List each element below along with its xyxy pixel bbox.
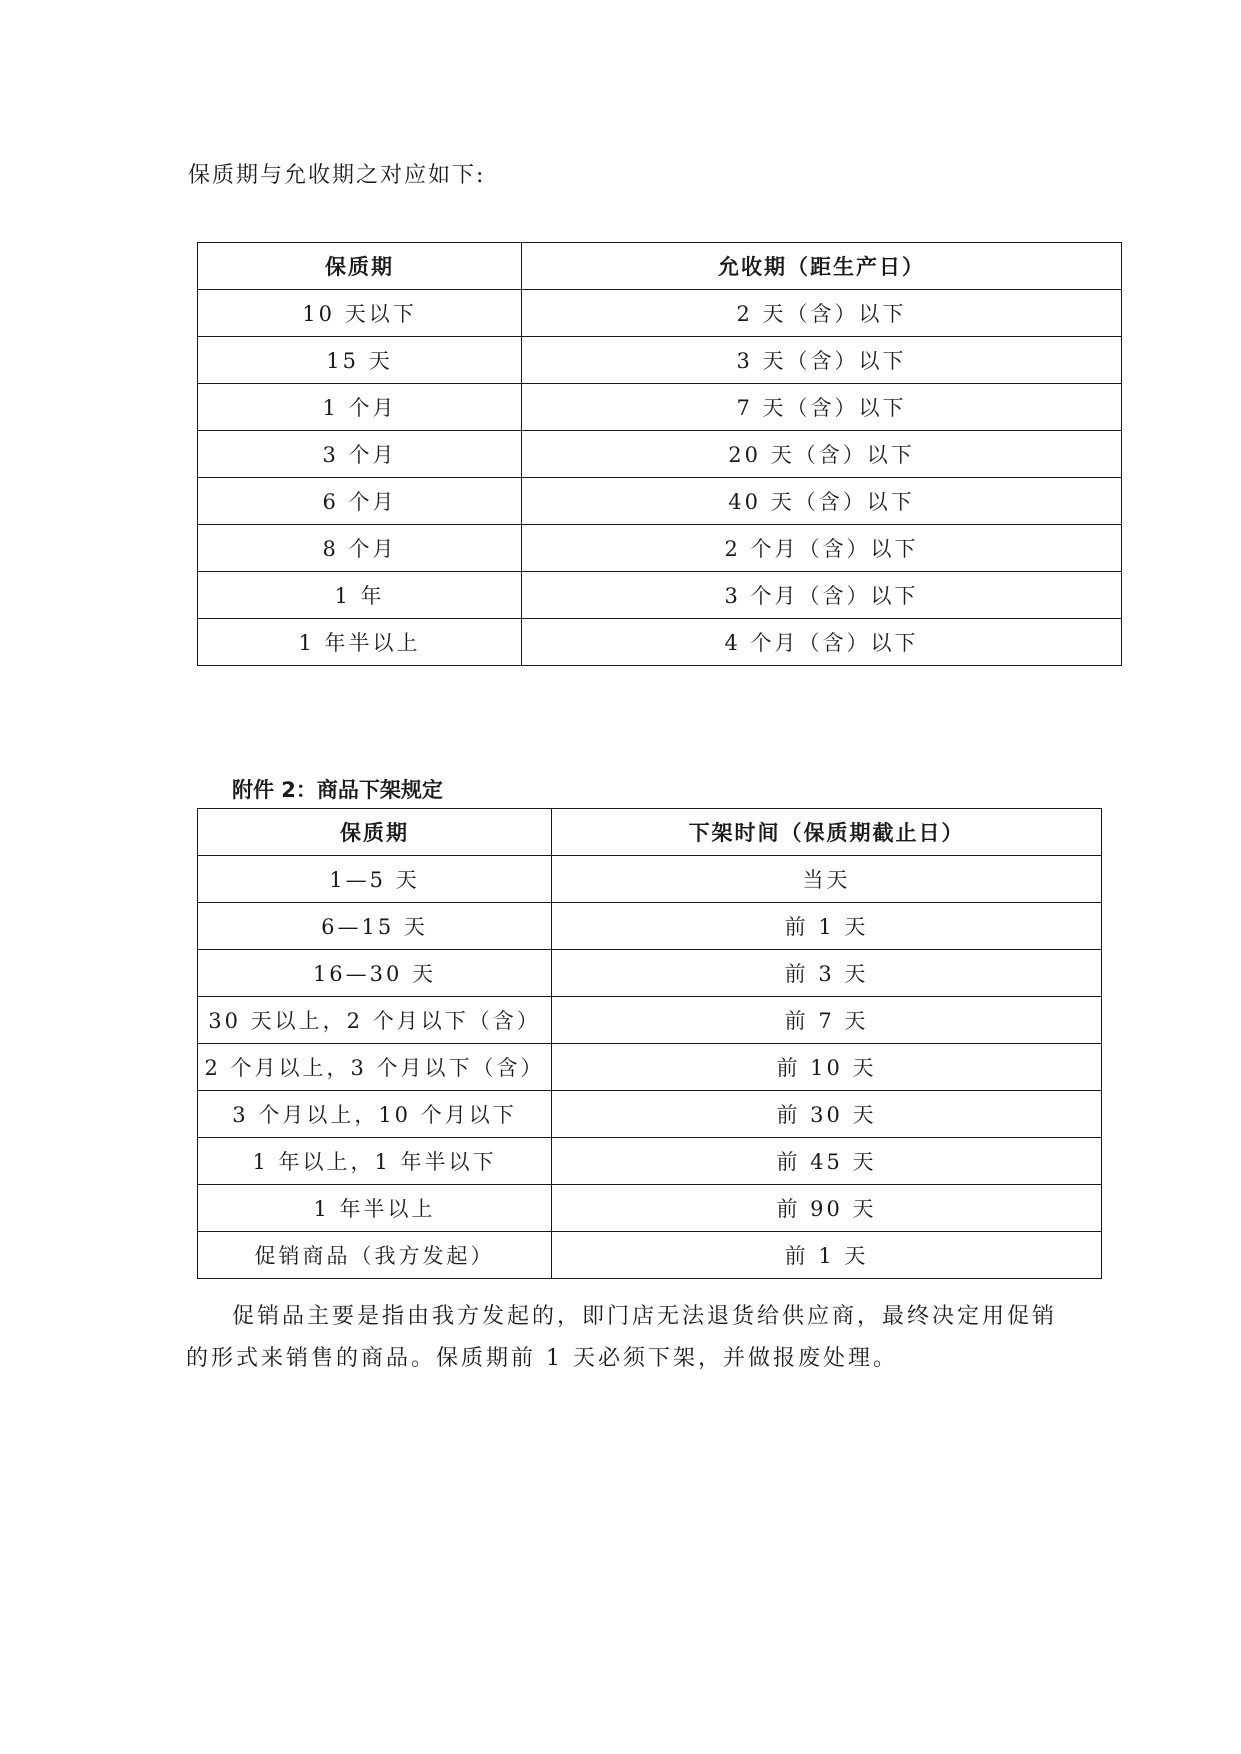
table-row <box>198 903 1102 950</box>
cell-shelf-life: 6—15 天 <box>198 903 552 950</box>
cell-acceptance-period: 2 个月（含）以下 <box>522 525 1122 572</box>
cell-shelf-life: 3 个月 <box>198 431 522 478</box>
table-header-row <box>198 809 1102 856</box>
intro-text: 保质期与允收期之对应如下: <box>188 163 486 188</box>
cell-shelf-life: 2 个月以上，3 个月以下（含） <box>198 1044 552 1091</box>
cell-shelf-life: 3 个月以上，10 个月以下 <box>198 1091 552 1138</box>
cell-removal-time: 前 30 天 <box>552 1091 1102 1138</box>
cell-acceptance-period: 2 天（含）以下 <box>522 290 1122 337</box>
table-row <box>198 1232 1102 1279</box>
cell-shelf-life: 16—30 天 <box>198 950 552 997</box>
table-row <box>198 619 1122 666</box>
cell-acceptance-period: 3 个月（含）以下 <box>522 572 1122 619</box>
table-row <box>198 431 1122 478</box>
table-row <box>198 384 1122 431</box>
table-row <box>198 1091 1102 1138</box>
product-removal-table <box>197 808 1102 1279</box>
cell-shelf-life: 15 天 <box>198 337 522 384</box>
cell-shelf-life: 1 年半以上 <box>198 1185 552 1232</box>
attachment-title: 附件 2：商品下架规定 <box>232 778 443 802</box>
column-header-shelf-life: 保质期 <box>198 243 522 290</box>
table-header-row <box>198 243 1122 290</box>
table-row <box>198 997 1102 1044</box>
cell-removal-time: 当天 <box>552 856 1102 903</box>
shelf-life-acceptance-table <box>197 242 1122 666</box>
cell-shelf-life: 1 年 <box>198 572 522 619</box>
table-row <box>198 1044 1102 1091</box>
cell-shelf-life: 6 个月 <box>198 478 522 525</box>
table-row <box>198 525 1122 572</box>
cell-removal-time: 前 1 天 <box>552 1232 1102 1279</box>
cell-shelf-life: 10 天以下 <box>198 290 522 337</box>
cell-removal-time: 前 7 天 <box>552 997 1102 1044</box>
table-row <box>198 572 1122 619</box>
cell-removal-time: 前 45 天 <box>552 1138 1102 1185</box>
cell-removal-time: 前 1 天 <box>552 903 1102 950</box>
cell-removal-time: 前 90 天 <box>552 1185 1102 1232</box>
table-row <box>198 1138 1102 1185</box>
cell-shelf-life: 30 天以上，2 个月以下（含） <box>198 997 552 1044</box>
cell-shelf-life: 1—5 天 <box>198 856 552 903</box>
cell-removal-time: 前 3 天 <box>552 950 1102 997</box>
cell-shelf-life: 8 个月 <box>198 525 522 572</box>
cell-removal-time: 前 10 天 <box>552 1044 1102 1091</box>
cell-acceptance-period: 7 天（含）以下 <box>522 384 1122 431</box>
column-header-acceptance-period: 允收期（距生产日） <box>522 243 1122 290</box>
promotion-note-paragraph: 促销品主要是指由我方发起的，即门店无法退货给供应商，最终决定用促销的形式来销售的商品。保质期前 1 天必须下架，并做报废处理。 <box>186 1304 1058 1371</box>
column-header-removal-time: 下架时间（保质期截止日） <box>552 809 1102 856</box>
table-row <box>198 337 1122 384</box>
table-row <box>198 950 1102 997</box>
table-row <box>198 478 1122 525</box>
cell-shelf-life: 1 个月 <box>198 384 522 431</box>
column-header-shelf-life: 保质期 <box>198 809 552 856</box>
cell-shelf-life: 1 年半以上 <box>198 619 522 666</box>
cell-acceptance-period: 20 天（含）以下 <box>522 431 1122 478</box>
cell-acceptance-period: 3 天（含）以下 <box>522 337 1122 384</box>
cell-acceptance-period: 4 个月（含）以下 <box>522 619 1122 666</box>
table-row <box>198 290 1122 337</box>
cell-shelf-life: 促销商品（我方发起） <box>198 1232 552 1279</box>
cell-shelf-life: 1 年以上，1 年半以下 <box>198 1138 552 1185</box>
cell-acceptance-period: 40 天（含）以下 <box>522 478 1122 525</box>
table-row <box>198 856 1102 903</box>
table-row <box>198 1185 1102 1232</box>
